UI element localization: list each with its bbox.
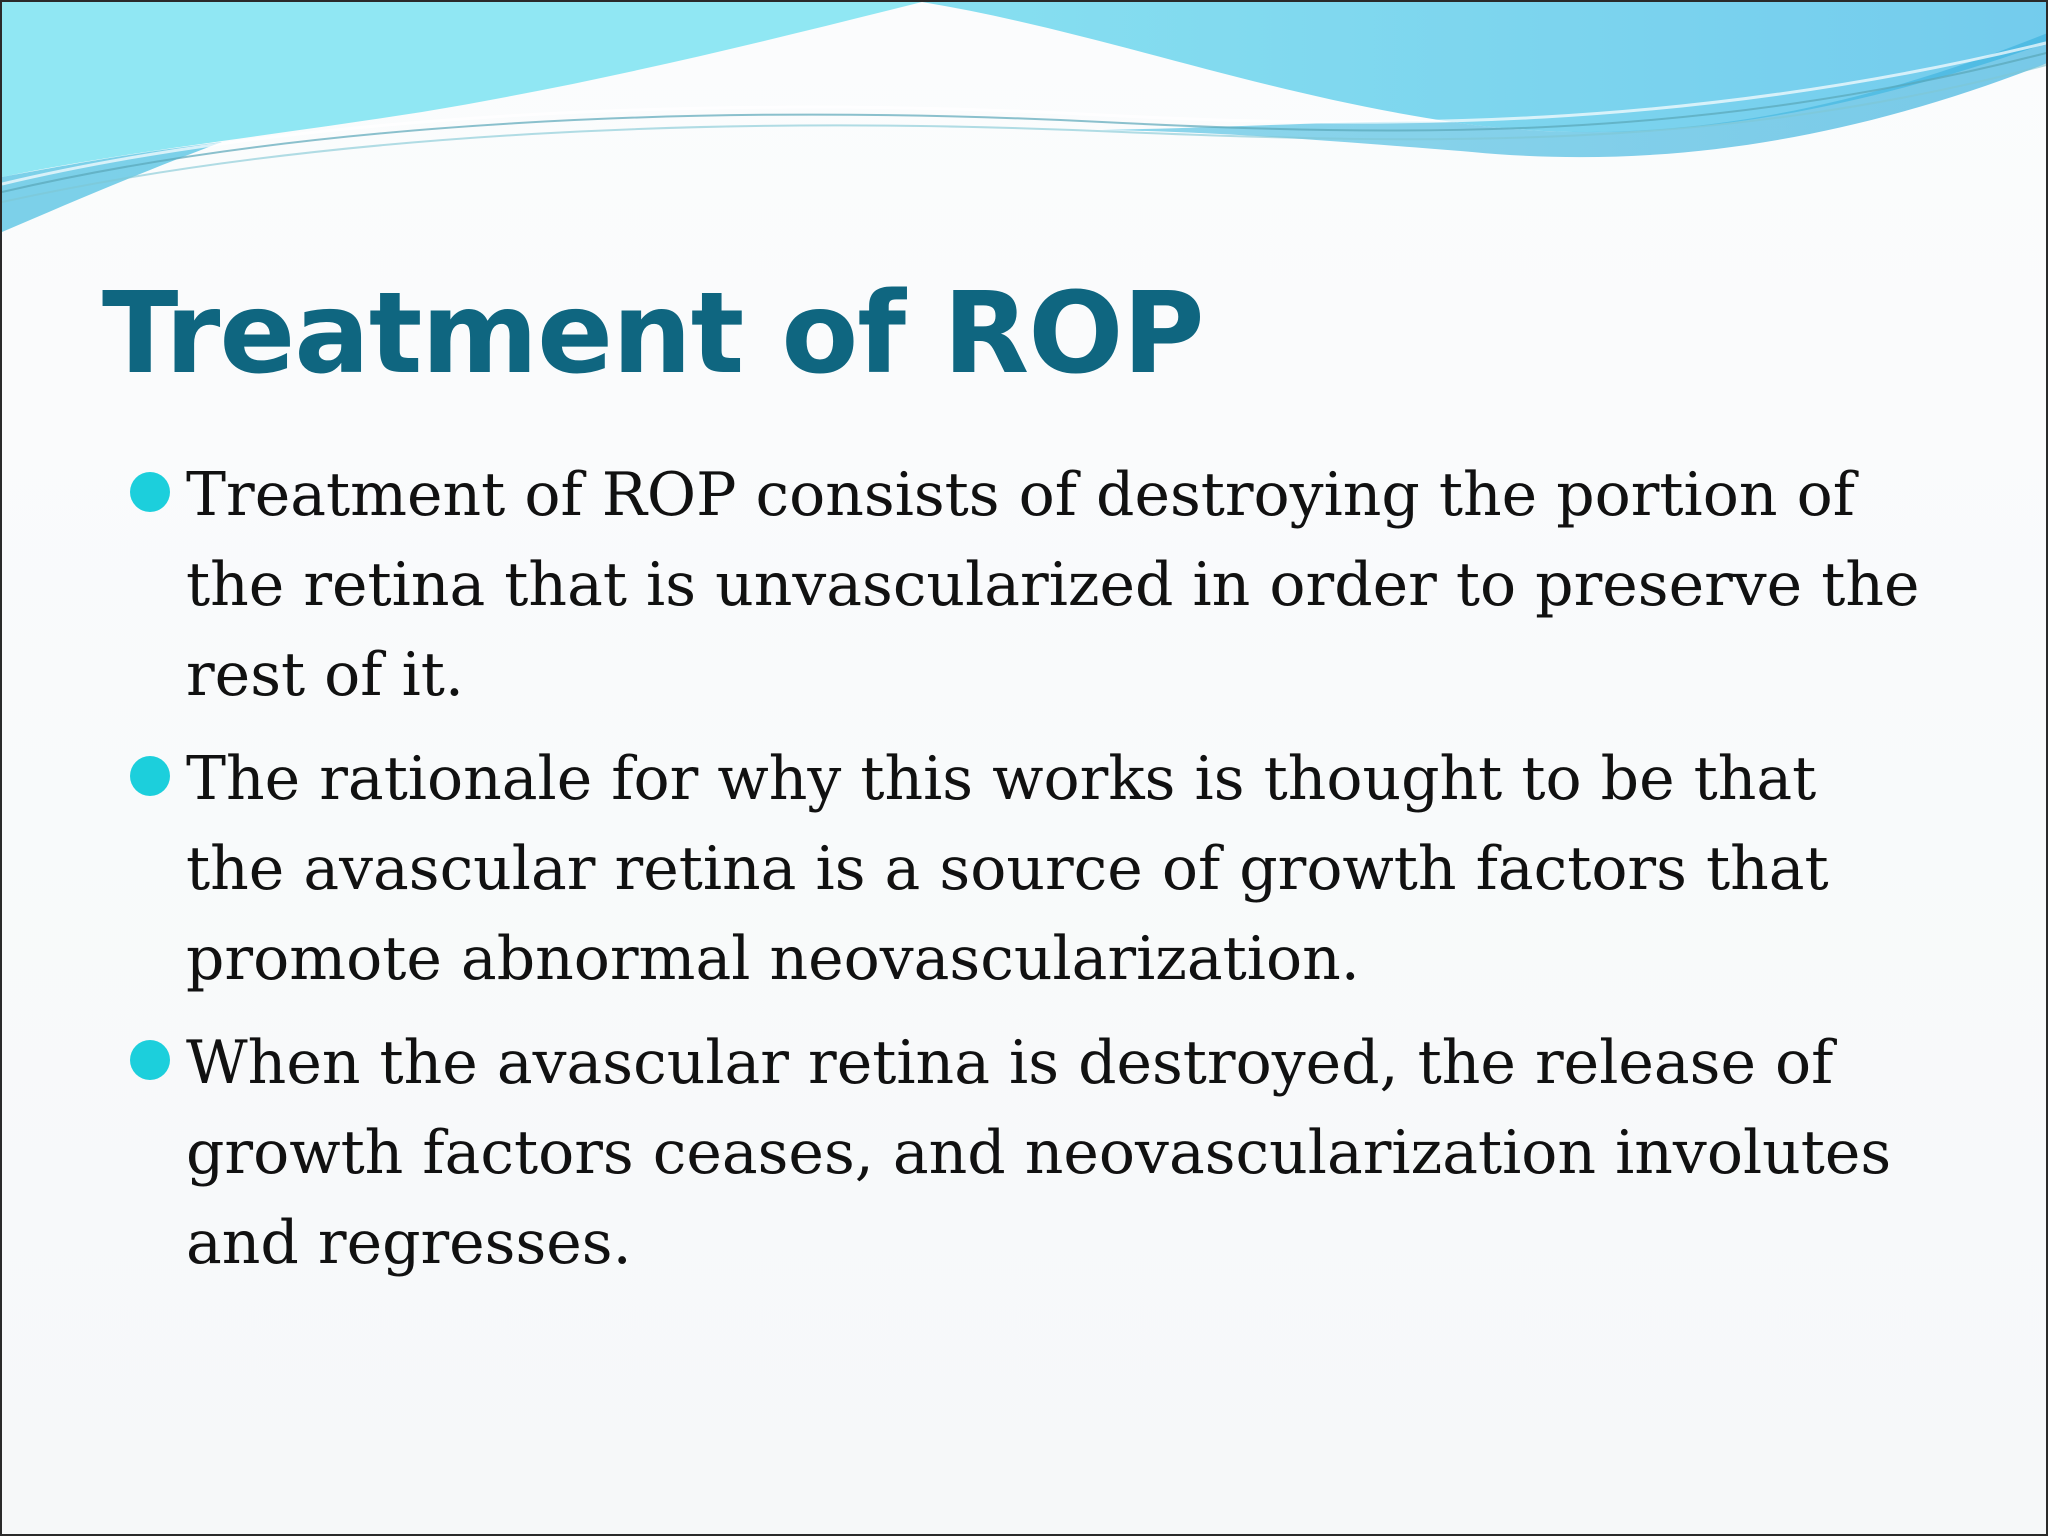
bullet-list bbox=[130, 450, 1930, 1302]
bullet-item bbox=[130, 450, 1930, 720]
bullet-text: When the avascular retina is destroyed, the release of growth factors ceases, and neovascularization involutes and regresses. bbox=[186, 1028, 1892, 1278]
header-wave-decoration bbox=[2, 2, 2048, 262]
bullet-text: Treatment of ROP consists of destroying the portion of the retina that is unvascularized in order to preserve the rest of it. bbox=[186, 460, 1920, 710]
bullet-dot-icon bbox=[130, 472, 170, 512]
bullet-text: The rationale for why this works is thought to be that the avascular retina is a source of growth factors that promote abnormal neovascularization. bbox=[186, 744, 1829, 994]
bullet-dot-icon bbox=[130, 756, 170, 796]
bullet-item bbox=[130, 1018, 1930, 1288]
bullet-item bbox=[130, 734, 1930, 1004]
bullet-dot-icon bbox=[130, 1040, 170, 1080]
slide-title: Treatment of ROP bbox=[102, 269, 1204, 399]
